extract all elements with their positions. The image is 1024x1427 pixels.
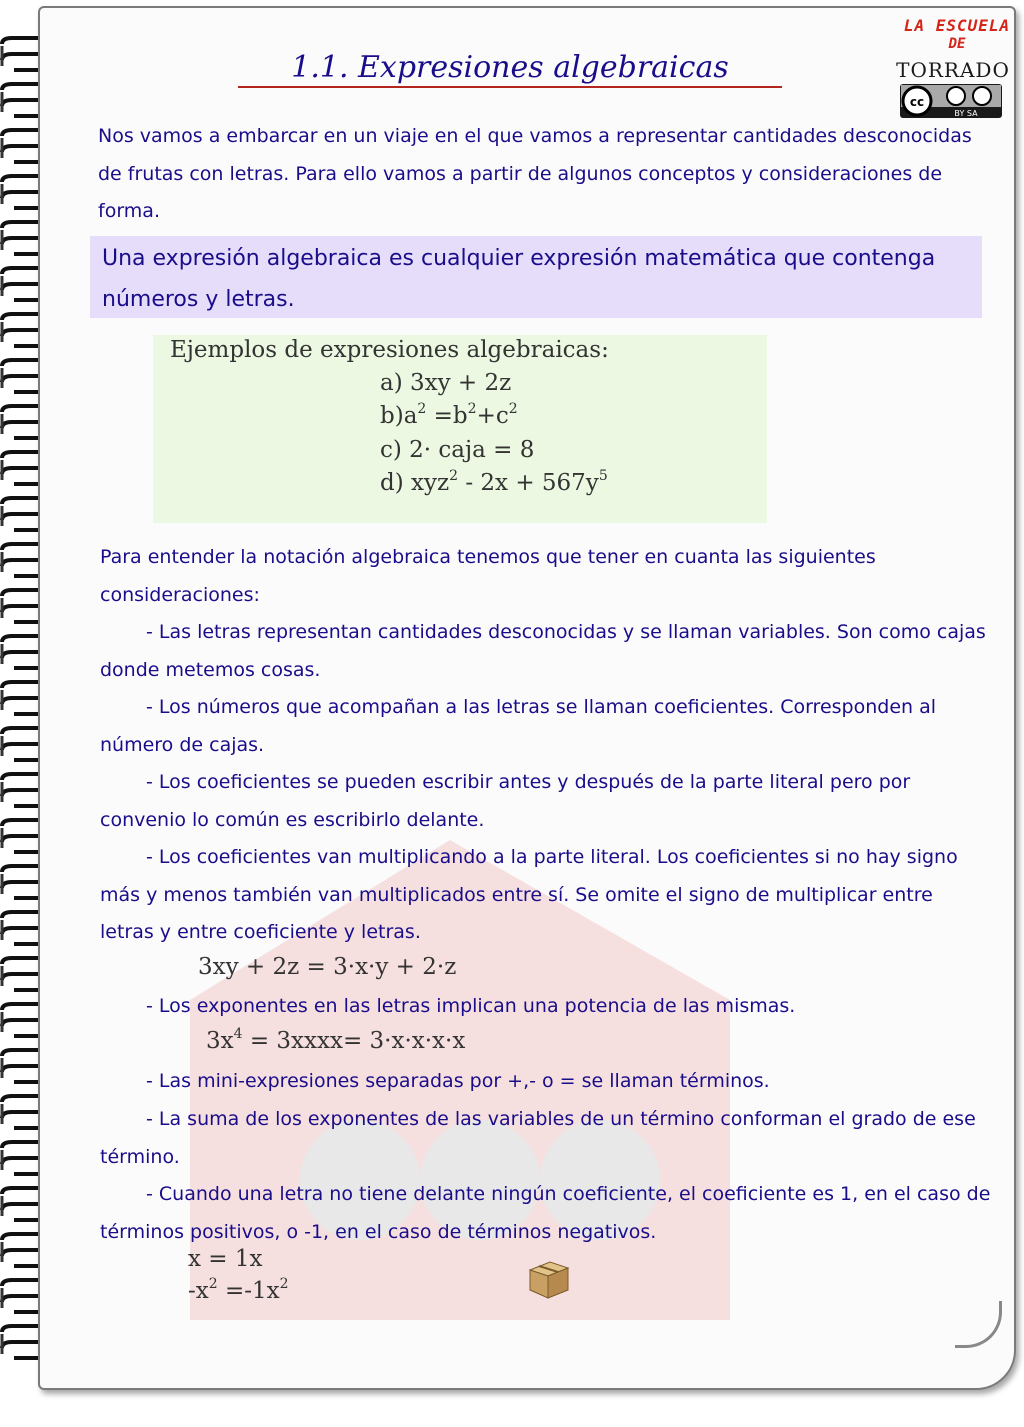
- cardboard-box-icon: [526, 1256, 572, 1302]
- intro-paragraph: Nos vamos a embarcar en un viaje en el que vamos a representar cantidades desconocidas de frutas con letras. Para ello vamos a partir de algunos conceptos y consideraciones de forma.: [98, 125, 972, 222]
- considerations-intro: Para entender la notación algebraica tenemos que tener en cuanta las siguientes consideraciones:: [100, 546, 876, 606]
- logo-text-line1: LA ESCUELA: [903, 16, 1011, 35]
- consideration-item: - Los coeficientes van multiplicando a la parte literal. Los coeficientes si no hay signo más y menos también van multiplicados entre sí. Se omite el signo de multiplicar entre letras y entre coeficiente y letras.: [100, 846, 958, 943]
- examples-title: Ejemplos de expresiones algebraicas:: [170, 337, 609, 363]
- consideration-item: - Las mini-expresiones separadas por +,- o = se llaman términos.: [146, 1070, 770, 1092]
- page-title: 1.1. Expresiones algebraicas: [291, 50, 729, 85]
- page-curl: [955, 1301, 1002, 1348]
- definition-text: Una expresión algebraica es cualquier expresión matemática que contenga números y letras.: [102, 246, 936, 312]
- example-c: c) 2· caja = 8: [380, 437, 535, 463]
- title-underline: [238, 86, 782, 88]
- cc-license-icon: [900, 84, 1002, 118]
- math-example-4: $-x^2 =-1x^2$: [188, 1276, 289, 1304]
- school-logo: [894, 14, 1012, 124]
- consideration-item: - La suma de los exponentes de las variables de un término conforman el grado de ese término.: [100, 1108, 976, 1168]
- license-text: BY SA: [954, 109, 978, 118]
- svg-text:cc: cc: [909, 95, 925, 109]
- consideration-item: - Los números que acompañan a las letras se llaman coeficientes. Corresponden al número de cajas.: [100, 696, 937, 756]
- example-a: a) 3xy + 2z: [380, 370, 512, 396]
- math-example-2: $3x^4$ = 3xxxx= 3·x·x·x·x: [206, 1026, 466, 1054]
- example-d: d) $xyz^2 - 2x + 567y^5$: [380, 468, 608, 496]
- math-example-1: 3xy + 2z = 3·x·y + 2·z: [198, 954, 457, 980]
- logo-text-line3: TORRADO: [896, 58, 1010, 82]
- consideration-item: - Cuando una letra no tiene delante ningún coeficiente, el coeficiente es 1, en el caso de términos positivos, o -1, en el caso de términos negativos.: [100, 1183, 991, 1243]
- logo-text-line2: DE: [948, 36, 966, 52]
- math-example-3: x = 1x: [188, 1246, 263, 1272]
- consideration-item: - Las letras representan cantidades desconocidas y se llaman variables. Son como cajas donde metemos cosas.: [100, 621, 986, 681]
- consideration-item: - Los exponentes en las letras implican una potencia de las mismas.: [146, 995, 796, 1017]
- consideration-item: - Los coeficientes se pueden escribir antes y después de la parte literal pero por convenio lo común es escribirlo delante.: [100, 771, 911, 831]
- example-b: $b)a^2 =b^2+c^2$: [380, 401, 518, 429]
